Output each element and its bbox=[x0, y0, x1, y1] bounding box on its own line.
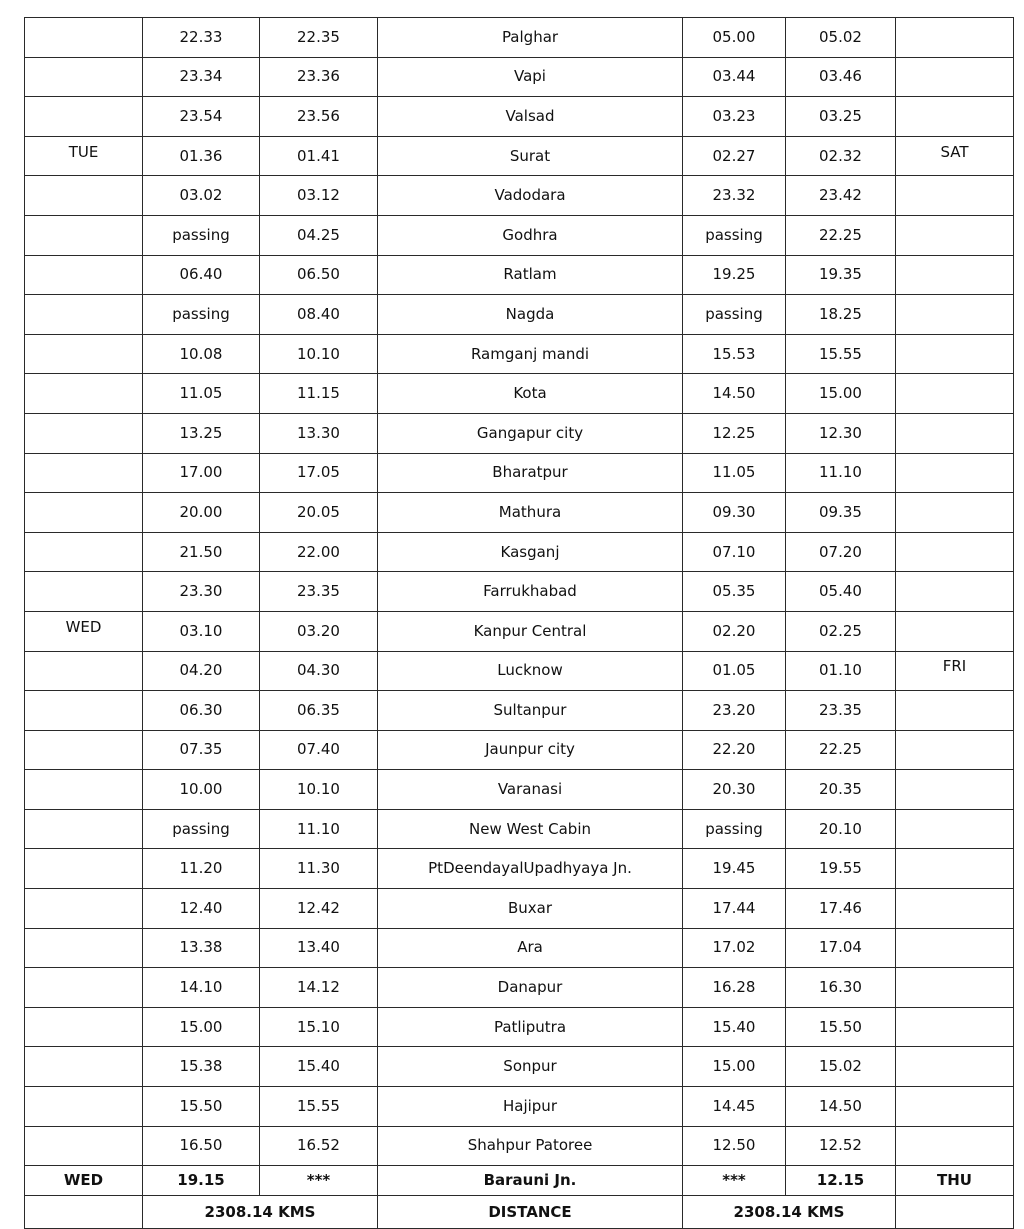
return-departure-time-cell: 16.30 bbox=[786, 968, 896, 1008]
arrival-time-cell: 16.50 bbox=[143, 1126, 260, 1166]
return-departure-time-cell: 07.20 bbox=[786, 532, 896, 572]
timetable-row bbox=[25, 18, 1014, 58]
return-departure-time-cell: 05.02 bbox=[786, 18, 896, 58]
day-right-cell bbox=[896, 691, 1014, 731]
return-departure-time-cell: 02.25 bbox=[786, 611, 896, 651]
station-name-cell: Ara bbox=[378, 928, 683, 968]
departure-time-cell: 03.12 bbox=[260, 176, 378, 216]
timetable-row bbox=[25, 176, 1014, 216]
departure-time-cell: 04.25 bbox=[260, 215, 378, 255]
arrival-time-cell: 10.00 bbox=[143, 770, 260, 810]
return-arrival-time-cell: 15.40 bbox=[683, 1007, 786, 1047]
departure-time-cell: 06.50 bbox=[260, 255, 378, 295]
station-name-cell: Kota bbox=[378, 374, 683, 414]
timetable-row bbox=[25, 374, 1014, 414]
day-left-cell bbox=[25, 651, 143, 691]
return-departure-time-cell: 03.46 bbox=[786, 57, 896, 97]
departure-time-cell: 14.12 bbox=[260, 968, 378, 1008]
departure-time-cell: 15.40 bbox=[260, 1047, 378, 1087]
return-arrival-time-cell: 07.10 bbox=[683, 532, 786, 572]
arrival-time-cell: 07.35 bbox=[143, 730, 260, 770]
timetable-row bbox=[25, 1087, 1014, 1127]
return-departure-time-cell: 12.30 bbox=[786, 413, 896, 453]
final-day-right-cell: THU bbox=[896, 1166, 1014, 1196]
day-right-cell bbox=[896, 849, 1014, 889]
timetable-row bbox=[25, 1007, 1014, 1047]
arrival-time-cell: 11.05 bbox=[143, 374, 260, 414]
day-left-cell bbox=[25, 493, 143, 533]
timetable-row bbox=[25, 730, 1014, 770]
day-left-cell bbox=[25, 1126, 143, 1166]
station-name-cell: Lucknow bbox=[378, 651, 683, 691]
day-right-cell bbox=[896, 413, 1014, 453]
day-right-cell bbox=[896, 1126, 1014, 1166]
final-return-departure-time-cell: 12.15 bbox=[786, 1166, 896, 1196]
return-arrival-time-cell: 03.44 bbox=[683, 57, 786, 97]
timetable-row bbox=[25, 493, 1014, 533]
arrival-time-cell: 23.54 bbox=[143, 97, 260, 137]
return-departure-time-cell: 02.32 bbox=[786, 136, 896, 176]
timetable-row bbox=[25, 334, 1014, 374]
departure-time-cell: 20.05 bbox=[260, 493, 378, 533]
departure-time-cell: 13.30 bbox=[260, 413, 378, 453]
final-departure-time-cell: *** bbox=[260, 1166, 378, 1196]
station-name-cell: Varanasi bbox=[378, 770, 683, 810]
return-arrival-time-cell: 03.23 bbox=[683, 97, 786, 137]
arrival-time-cell: 03.10 bbox=[143, 611, 260, 651]
arrival-time-cell: 06.30 bbox=[143, 691, 260, 731]
day-right-cell bbox=[896, 730, 1014, 770]
day-right-cell: FRI bbox=[896, 651, 1014, 691]
departure-time-cell: 23.35 bbox=[260, 572, 378, 612]
departure-time-cell: 17.05 bbox=[260, 453, 378, 493]
return-departure-time-cell: 11.10 bbox=[786, 453, 896, 493]
day-right-cell bbox=[896, 532, 1014, 572]
day-left-cell: TUE bbox=[25, 136, 143, 176]
day-left-cell bbox=[25, 572, 143, 612]
return-arrival-time-cell: 12.50 bbox=[683, 1126, 786, 1166]
departure-time-cell: 22.35 bbox=[260, 18, 378, 58]
return-departure-time-cell: 14.50 bbox=[786, 1087, 896, 1127]
departure-time-cell: 13.40 bbox=[260, 928, 378, 968]
arrival-time-cell: 04.20 bbox=[143, 651, 260, 691]
departure-time-cell: 16.52 bbox=[260, 1126, 378, 1166]
return-departure-time-cell: 01.10 bbox=[786, 651, 896, 691]
return-departure-time-cell: 20.35 bbox=[786, 770, 896, 810]
arrival-time-cell: 15.50 bbox=[143, 1087, 260, 1127]
return-departure-time-cell: 22.25 bbox=[786, 215, 896, 255]
day-left-cell bbox=[25, 97, 143, 137]
final-arrival-time-cell: 19.15 bbox=[143, 1166, 260, 1196]
arrival-time-cell: 14.10 bbox=[143, 968, 260, 1008]
return-departure-time-cell: 09.35 bbox=[786, 493, 896, 533]
day-left-cell bbox=[25, 770, 143, 810]
departure-time-cell: 03.20 bbox=[260, 611, 378, 651]
station-name-cell: Surat bbox=[378, 136, 683, 176]
departure-time-cell: 23.36 bbox=[260, 57, 378, 97]
day-right-cell bbox=[896, 1007, 1014, 1047]
day-left-cell bbox=[25, 928, 143, 968]
arrival-time-cell: 17.00 bbox=[143, 453, 260, 493]
timetable-row bbox=[25, 968, 1014, 1008]
return-arrival-time-cell: 20.30 bbox=[683, 770, 786, 810]
return-arrival-time-cell: passing bbox=[683, 215, 786, 255]
station-name-cell: New West Cabin bbox=[378, 809, 683, 849]
day-right-cell bbox=[896, 889, 1014, 929]
return-arrival-time-cell: 15.53 bbox=[683, 334, 786, 374]
day-left-cell bbox=[25, 849, 143, 889]
timetable-row bbox=[25, 413, 1014, 453]
return-arrival-time-cell: 22.20 bbox=[683, 730, 786, 770]
timetable-row bbox=[25, 770, 1014, 810]
day-right-cell bbox=[896, 255, 1014, 295]
station-name-cell: Nagda bbox=[378, 295, 683, 335]
return-departure-time-cell: 19.35 bbox=[786, 255, 896, 295]
distance-empty-left-cell bbox=[25, 1196, 143, 1229]
station-name-cell: Jaunpur city bbox=[378, 730, 683, 770]
day-right-cell bbox=[896, 611, 1014, 651]
return-arrival-time-cell: passing bbox=[683, 295, 786, 335]
day-left-cell bbox=[25, 453, 143, 493]
arrival-time-cell: 03.02 bbox=[143, 176, 260, 216]
day-right-cell bbox=[896, 57, 1014, 97]
day-left-cell bbox=[25, 1047, 143, 1087]
day-left-cell bbox=[25, 1007, 143, 1047]
arrival-time-cell: 23.30 bbox=[143, 572, 260, 612]
return-arrival-time-cell: 17.44 bbox=[683, 889, 786, 929]
arrival-time-cell: 22.33 bbox=[143, 18, 260, 58]
departure-time-cell: 11.15 bbox=[260, 374, 378, 414]
station-name-cell: PtDeendayalUpadhyaya Jn. bbox=[378, 849, 683, 889]
timetable-row bbox=[25, 651, 1014, 691]
timetable-row bbox=[25, 532, 1014, 572]
timetable-final-row bbox=[25, 1166, 1014, 1196]
timetable-row bbox=[25, 928, 1014, 968]
arrival-time-cell: passing bbox=[143, 215, 260, 255]
return-departure-time-cell: 15.50 bbox=[786, 1007, 896, 1047]
return-departure-time-cell: 12.52 bbox=[786, 1126, 896, 1166]
return-departure-time-cell: 17.04 bbox=[786, 928, 896, 968]
timetable-row bbox=[25, 691, 1014, 731]
return-departure-time-cell: 05.40 bbox=[786, 572, 896, 612]
station-name-cell: Kasganj bbox=[378, 532, 683, 572]
return-arrival-time-cell: 05.35 bbox=[683, 572, 786, 612]
departure-time-cell: 15.55 bbox=[260, 1087, 378, 1127]
day-right-cell bbox=[896, 18, 1014, 58]
timetable bbox=[24, 17, 1014, 1229]
timetable-row bbox=[25, 215, 1014, 255]
return-arrival-time-cell: 23.32 bbox=[683, 176, 786, 216]
arrival-time-cell: passing bbox=[143, 295, 260, 335]
station-name-cell: Hajipur bbox=[378, 1087, 683, 1127]
station-name-cell: Godhra bbox=[378, 215, 683, 255]
timetable-row bbox=[25, 1047, 1014, 1087]
final-return-arrival-time-cell: *** bbox=[683, 1166, 786, 1196]
timetable-row bbox=[25, 889, 1014, 929]
return-arrival-time-cell: 12.25 bbox=[683, 413, 786, 453]
distance-right-cell: 2308.14 KMS bbox=[683, 1196, 896, 1229]
day-left-cell bbox=[25, 215, 143, 255]
station-name-cell: Ramganj mandi bbox=[378, 334, 683, 374]
return-departure-time-cell: 22.25 bbox=[786, 730, 896, 770]
final-station-name-cell: Barauni Jn. bbox=[378, 1166, 683, 1196]
return-departure-time-cell: 15.55 bbox=[786, 334, 896, 374]
day-right-cell: SAT bbox=[896, 136, 1014, 176]
departure-time-cell: 08.40 bbox=[260, 295, 378, 335]
station-name-cell: Bharatpur bbox=[378, 453, 683, 493]
return-arrival-time-cell: 14.45 bbox=[683, 1087, 786, 1127]
day-left-cell bbox=[25, 176, 143, 216]
day-right-cell bbox=[896, 493, 1014, 533]
day-right-cell bbox=[896, 1047, 1014, 1087]
station-name-cell: Vadodara bbox=[378, 176, 683, 216]
departure-time-cell: 11.30 bbox=[260, 849, 378, 889]
return-departure-time-cell: 19.55 bbox=[786, 849, 896, 889]
return-departure-time-cell: 03.25 bbox=[786, 97, 896, 137]
distance-row bbox=[25, 1196, 1014, 1229]
departure-time-cell: 23.56 bbox=[260, 97, 378, 137]
return-arrival-time-cell: 19.25 bbox=[683, 255, 786, 295]
return-departure-time-cell: 15.02 bbox=[786, 1047, 896, 1087]
timetable-row bbox=[25, 572, 1014, 612]
station-name-cell: Sonpur bbox=[378, 1047, 683, 1087]
day-right-cell bbox=[896, 295, 1014, 335]
return-departure-time-cell: 15.00 bbox=[786, 374, 896, 414]
station-name-cell: Buxar bbox=[378, 889, 683, 929]
return-arrival-time-cell: 02.20 bbox=[683, 611, 786, 651]
station-name-cell: Vapi bbox=[378, 57, 683, 97]
return-arrival-time-cell: 01.05 bbox=[683, 651, 786, 691]
distance-empty-right-cell bbox=[896, 1196, 1014, 1229]
timetable-row bbox=[25, 611, 1014, 651]
day-left-cell bbox=[25, 18, 143, 58]
day-left-cell bbox=[25, 809, 143, 849]
day-left-cell bbox=[25, 532, 143, 572]
arrival-time-cell: 01.36 bbox=[143, 136, 260, 176]
timetable-row bbox=[25, 809, 1014, 849]
departure-time-cell: 22.00 bbox=[260, 532, 378, 572]
arrival-time-cell: 15.00 bbox=[143, 1007, 260, 1047]
return-departure-time-cell: 17.46 bbox=[786, 889, 896, 929]
day-right-cell bbox=[896, 809, 1014, 849]
day-right-cell bbox=[896, 97, 1014, 137]
day-right-cell bbox=[896, 374, 1014, 414]
timetable-row bbox=[25, 453, 1014, 493]
station-name-cell: Sultanpur bbox=[378, 691, 683, 731]
return-arrival-time-cell: 14.50 bbox=[683, 374, 786, 414]
return-departure-time-cell: 18.25 bbox=[786, 295, 896, 335]
arrival-time-cell: 10.08 bbox=[143, 334, 260, 374]
station-name-cell: Kanpur Central bbox=[378, 611, 683, 651]
departure-time-cell: 15.10 bbox=[260, 1007, 378, 1047]
timetable-row bbox=[25, 57, 1014, 97]
station-name-cell: Ratlam bbox=[378, 255, 683, 295]
station-name-cell: Palghar bbox=[378, 18, 683, 58]
station-name-cell: Danapur bbox=[378, 968, 683, 1008]
day-left-cell bbox=[25, 57, 143, 97]
return-departure-time-cell: 23.42 bbox=[786, 176, 896, 216]
station-name-cell: Patliputra bbox=[378, 1007, 683, 1047]
return-arrival-time-cell: 02.27 bbox=[683, 136, 786, 176]
return-arrival-time-cell: 17.02 bbox=[683, 928, 786, 968]
return-departure-time-cell: 23.35 bbox=[786, 691, 896, 731]
day-left-cell bbox=[25, 255, 143, 295]
day-right-cell bbox=[896, 453, 1014, 493]
day-right-cell bbox=[896, 968, 1014, 1008]
timetable-row bbox=[25, 1126, 1014, 1166]
arrival-time-cell: 15.38 bbox=[143, 1047, 260, 1087]
departure-time-cell: 10.10 bbox=[260, 770, 378, 810]
departure-time-cell: 06.35 bbox=[260, 691, 378, 731]
departure-time-cell: 10.10 bbox=[260, 334, 378, 374]
timetable-row bbox=[25, 295, 1014, 335]
arrival-time-cell: 13.25 bbox=[143, 413, 260, 453]
distance-label-cell: DISTANCE bbox=[378, 1196, 683, 1229]
return-arrival-time-cell: 23.20 bbox=[683, 691, 786, 731]
arrival-time-cell: 11.20 bbox=[143, 849, 260, 889]
return-arrival-time-cell: 16.28 bbox=[683, 968, 786, 1008]
timetable-row bbox=[25, 255, 1014, 295]
day-right-cell bbox=[896, 1087, 1014, 1127]
arrival-time-cell: 06.40 bbox=[143, 255, 260, 295]
arrival-time-cell: 21.50 bbox=[143, 532, 260, 572]
day-right-cell bbox=[896, 334, 1014, 374]
distance-left-cell: 2308.14 KMS bbox=[143, 1196, 378, 1229]
departure-time-cell: 04.30 bbox=[260, 651, 378, 691]
station-name-cell: Mathura bbox=[378, 493, 683, 533]
arrival-time-cell: 23.34 bbox=[143, 57, 260, 97]
departure-time-cell: 12.42 bbox=[260, 889, 378, 929]
station-name-cell: Valsad bbox=[378, 97, 683, 137]
return-arrival-time-cell: 15.00 bbox=[683, 1047, 786, 1087]
return-arrival-time-cell: 09.30 bbox=[683, 493, 786, 533]
day-left-cell bbox=[25, 413, 143, 453]
return-arrival-time-cell: 11.05 bbox=[683, 453, 786, 493]
station-name-cell: Gangapur city bbox=[378, 413, 683, 453]
timetable-row bbox=[25, 97, 1014, 137]
departure-time-cell: 11.10 bbox=[260, 809, 378, 849]
return-arrival-time-cell: passing bbox=[683, 809, 786, 849]
day-right-cell bbox=[896, 572, 1014, 612]
day-right-cell bbox=[896, 928, 1014, 968]
day-right-cell bbox=[896, 215, 1014, 255]
day-left-cell bbox=[25, 1087, 143, 1127]
return-arrival-time-cell: 19.45 bbox=[683, 849, 786, 889]
station-name-cell: Farrukhabad bbox=[378, 572, 683, 612]
arrival-time-cell: passing bbox=[143, 809, 260, 849]
day-left-cell bbox=[25, 691, 143, 731]
day-left-cell bbox=[25, 334, 143, 374]
day-left-cell bbox=[25, 730, 143, 770]
return-departure-time-cell: 20.10 bbox=[786, 809, 896, 849]
arrival-time-cell: 13.38 bbox=[143, 928, 260, 968]
final-day-left-cell: WED bbox=[25, 1166, 143, 1196]
departure-time-cell: 01.41 bbox=[260, 136, 378, 176]
timetable-body bbox=[25, 18, 1014, 1229]
timetable-row bbox=[25, 136, 1014, 176]
day-left-cell bbox=[25, 295, 143, 335]
day-right-cell bbox=[896, 770, 1014, 810]
day-left-cell: WED bbox=[25, 611, 143, 651]
arrival-time-cell: 20.00 bbox=[143, 493, 260, 533]
arrival-time-cell: 12.40 bbox=[143, 889, 260, 929]
departure-time-cell: 07.40 bbox=[260, 730, 378, 770]
timetable-row bbox=[25, 849, 1014, 889]
return-arrival-time-cell: 05.00 bbox=[683, 18, 786, 58]
day-right-cell bbox=[896, 176, 1014, 216]
day-left-cell bbox=[25, 889, 143, 929]
day-left-cell bbox=[25, 968, 143, 1008]
station-name-cell: Shahpur Patoree bbox=[378, 1126, 683, 1166]
day-left-cell bbox=[25, 374, 143, 414]
